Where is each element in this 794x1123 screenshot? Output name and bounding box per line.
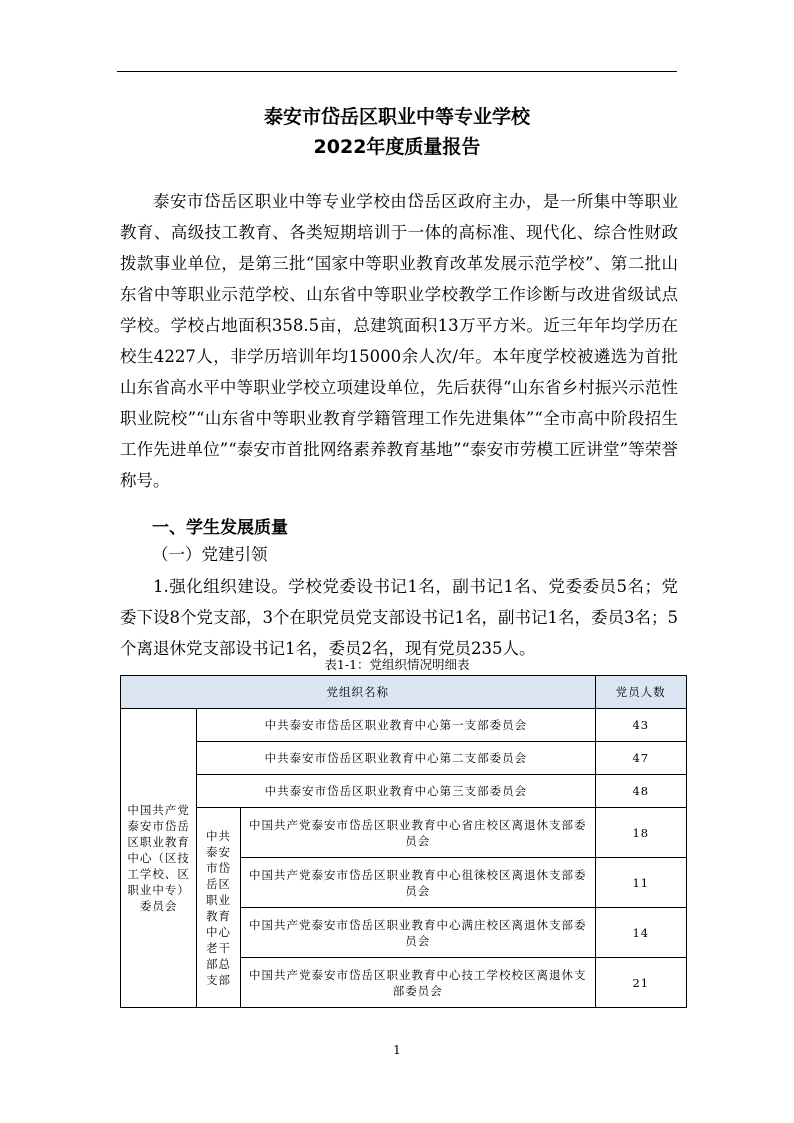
subsection-heading: （一）党建引领 (152, 545, 268, 564)
party-org-table (120, 675, 687, 1008)
table-header-row (121, 676, 687, 709)
table-row (121, 808, 687, 858)
member-count-cell: 21 (595, 958, 686, 1008)
member-count-cell: 48 (595, 775, 686, 808)
org-name-cell: 中国共产党泰安市岱岳区职业教育中心满庄校区离退休支部委员会 (240, 908, 595, 958)
page-number: 1 (393, 1043, 401, 1057)
header-member-count: 党员人数 (595, 676, 686, 709)
document-title: 泰安市岱岳区职业中等专业学校 (263, 106, 530, 128)
member-count-cell: 11 (595, 858, 686, 908)
document-subtitle: 2022年度质量报告 (313, 136, 481, 158)
org-name-cell: 中国共产党泰安市岱岳区职业教育中心技工学校校区离退休支部委员会 (240, 958, 595, 1008)
member-count-cell: 14 (595, 908, 686, 958)
header-rule (117, 71, 677, 72)
table-row (121, 709, 687, 742)
org-name-cell: 中国共产党泰安市岱岳区职业教育中心省庄校区离退休支部委员会 (240, 808, 595, 858)
member-count-cell: 47 (595, 742, 686, 775)
table-row (121, 775, 687, 808)
header-org-name: 党组织名称 (121, 676, 596, 709)
org-name-cell: 中国共产党泰安市岱岳区职业教育中心徂徕校区离退休支部委员会 (240, 858, 595, 908)
intro-paragraph: 泰安市岱岳区职业中等专业学校由岱岳区政府主办，是一所集中等职业教育、高级技工教育、各类短期培训于一体的高标准、现代化、综合性财政拨款事业单位，是第三批“国家中等职业教育改革发展示范学校”、第二批山东省中等职业示范学校、山东省中等职业学校教学工作诊断与改进省级试点学校。学校占地面积358.5亩，总建筑面积13万平方米。近三年年均学历在校生4227人，非学历培训年均15000余人次/年。本年度学校被遴选为首批山东省高水平中等职业学校立项建设单位，先后获得“山东省乡村振兴示范性职业院校”“山东省中等职业教育学籍管理工作先进集体”“全市高中阶段招生工作先进单位”“泰安市首批网络素养教育基地”“泰安市劳模工匠讲堂”等荣誉称号。 (120, 192, 678, 490)
parent-org-cell: 中国共产党泰安市岱岳区职业教育中心（区技工学校、区职业中专）委员会 (121, 709, 197, 1008)
sub-org-cell: 中共泰安市岱岳区职业教育中心老干部总支部 (197, 808, 241, 1008)
org-name-cell: 中共泰安市岱岳区职业教育中心第三支部委员会 (197, 775, 595, 808)
section-heading: 一、学生发展质量 (152, 518, 288, 538)
member-count-cell: 43 (595, 709, 686, 742)
member-count-cell: 18 (595, 808, 686, 858)
table-caption: 表1-1：党组织情况明细表 (324, 657, 470, 672)
org-paragraph: 1.强化组织建设。学校党委设书记1名，副书记1名、党委委员5名；党委下设8个党支部，3个在职党员党支部设书记1名，副书记1名，委员3名；5个离退休党支部设书记1名，委员2名，现有党员235人。 (120, 577, 678, 658)
org-name-cell: 中共泰安市岱岳区职业教育中心第一支部委员会 (197, 709, 595, 742)
table-row (121, 742, 687, 775)
org-name-cell: 中共泰安市岱岳区职业教育中心第二支部委员会 (197, 742, 595, 775)
